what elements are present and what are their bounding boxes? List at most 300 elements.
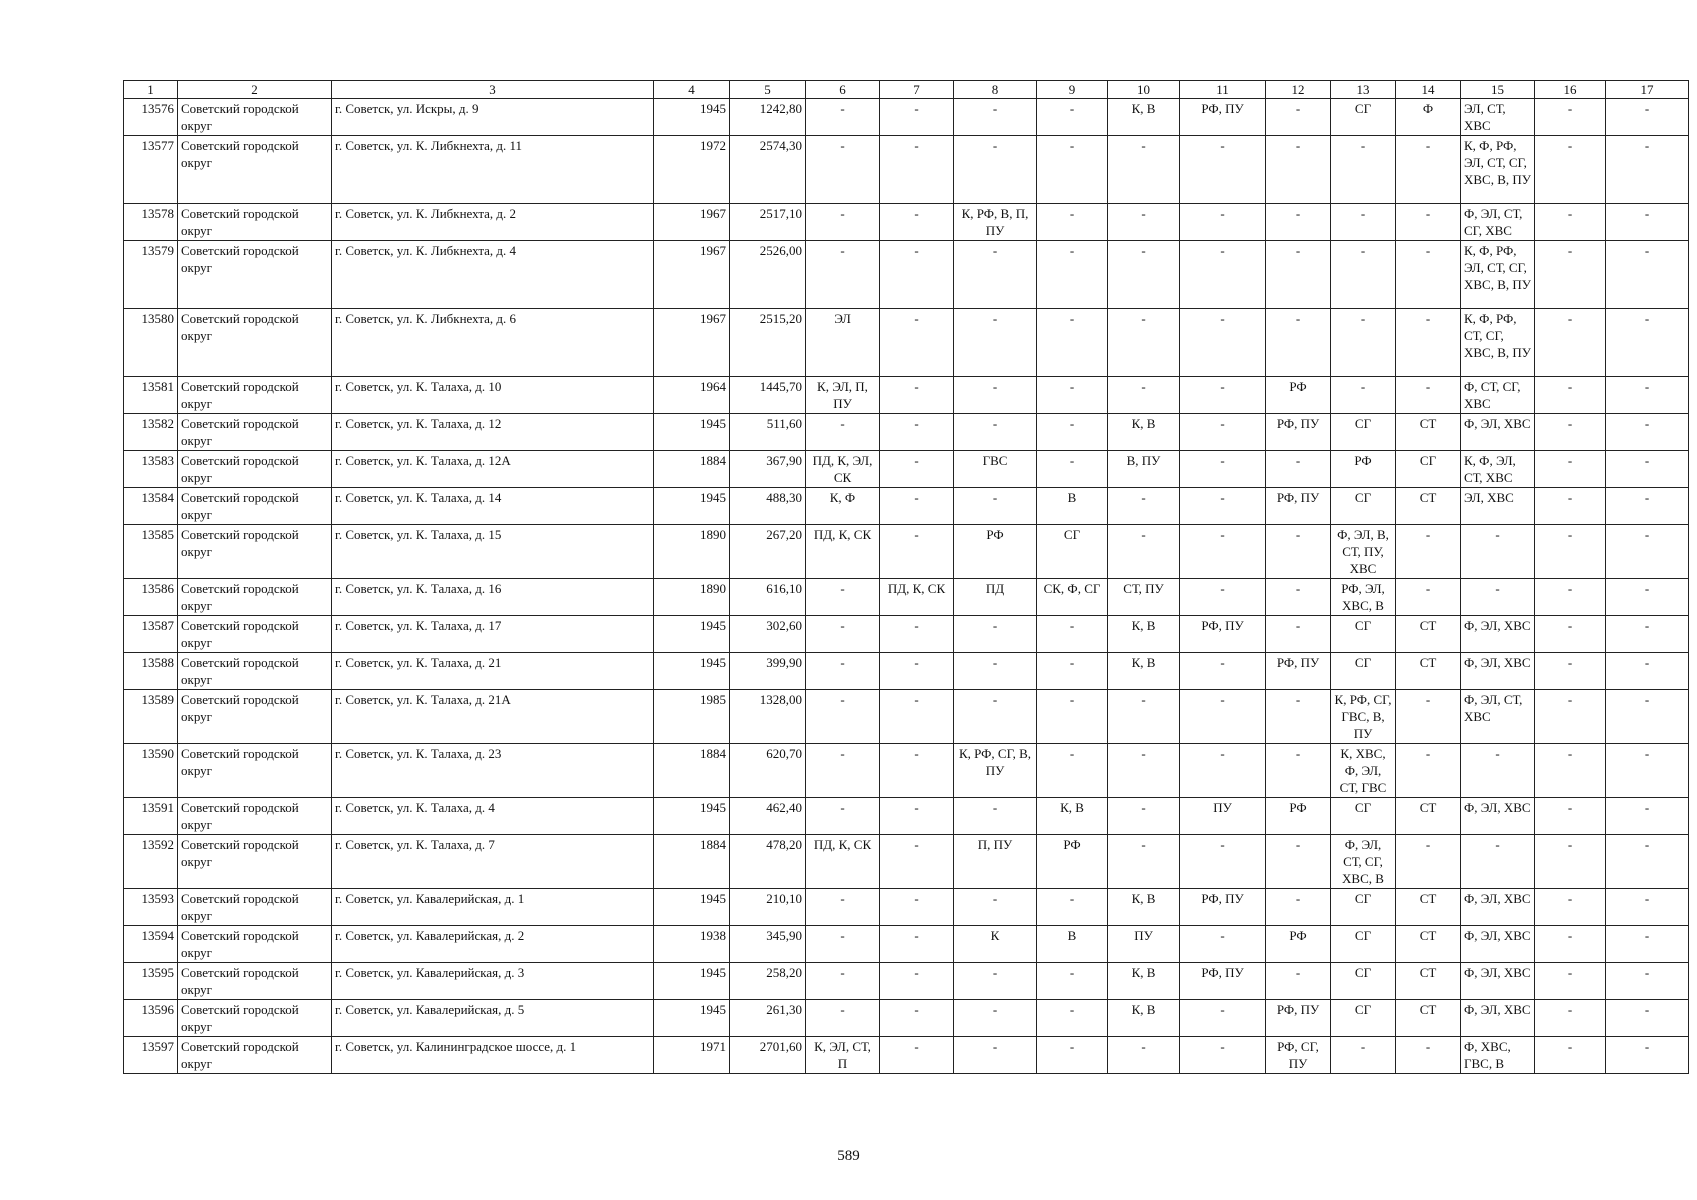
table-cell-col-4: 1967 [654,309,730,377]
table-cell-col-3: г. Советск, ул. К. Талаха, д. 12А [332,451,654,488]
table-cell-col-10: - [1108,377,1180,414]
table-cell-col-15: Ф, ЭЛ, ХВС [1461,653,1535,690]
table-cell-col-2: Советский городской округ [178,616,332,653]
table-cell-col-6: - [806,926,880,963]
table-cell-col-16: - [1535,525,1606,579]
table-cell-col-4: 1945 [654,1000,730,1037]
table-cell-col-8: - [954,616,1037,653]
table-cell-col-5: 1445,70 [730,377,806,414]
table-cell-col-12: - [1266,835,1331,889]
table-cell-col-15: Ф, ЭЛ, ХВС [1461,616,1535,653]
table-row [124,525,1689,579]
table-cell-col-4: 1964 [654,377,730,414]
table-cell-col-2: Советский городской округ [178,309,332,377]
table-cell-col-4: 1945 [654,414,730,451]
table-cell-col-7: - [880,889,954,926]
table-cell-col-7: - [880,653,954,690]
table-cell-col-7: ПД, К, СК [880,579,954,616]
table-cell-col-2: Советский городской округ [178,241,332,309]
table-cell-col-11: - [1180,744,1266,798]
table-cell-col-17: - [1606,963,1689,1000]
table-cell-col-11: - [1180,926,1266,963]
table-cell-col-1: 13582 [124,414,178,451]
table-cell-col-7: - [880,798,954,835]
table-cell-col-5: 620,70 [730,744,806,798]
table-cell-col-12: - [1266,204,1331,241]
table-cell-col-14: - [1396,690,1461,744]
table-cell-col-12: - [1266,889,1331,926]
table-cell-col-4: 1884 [654,744,730,798]
table-cell-col-11: - [1180,136,1266,204]
table-row [124,488,1689,525]
table-cell-col-9: - [1037,1000,1108,1037]
table-cell-col-12: РФ, ПУ [1266,414,1331,451]
table-cell-col-6: К, ЭЛ, СТ, П [806,1037,880,1074]
table-cell-col-13: К, РФ, СГ, ГВС, В, ПУ [1331,690,1396,744]
table-cell-col-10: - [1108,241,1180,309]
table-row [124,616,1689,653]
table-cell-col-13: СГ [1331,488,1396,525]
table-cell-col-13: - [1331,241,1396,309]
table-cell-col-9: - [1037,1037,1108,1074]
table-cell-col-16: - [1535,798,1606,835]
table-cell-col-5: 478,20 [730,835,806,889]
table-cell-col-9: РФ [1037,835,1108,889]
table-cell-col-17: - [1606,241,1689,309]
table-cell-col-5: 302,60 [730,616,806,653]
table-cell-col-3: г. Советск, ул. К. Либкнехта, д. 6 [332,309,654,377]
table-cell-col-3: г. Советск, ул. К. Либкнехта, д. 11 [332,136,654,204]
table-cell-col-15: К, Ф, ЭЛ, СТ, ХВС [1461,451,1535,488]
table-cell-col-15: Ф, ЭЛ, СТ, СГ, ХВС [1461,204,1535,241]
table-row [124,309,1689,377]
table-cell-col-1: 13584 [124,488,178,525]
table-cell-col-14: СТ [1396,414,1461,451]
table-cell-col-14: - [1396,204,1461,241]
table-cell-col-17: - [1606,488,1689,525]
table-cell-col-1: 13597 [124,1037,178,1074]
table-cell-col-3: г. Советск, ул. К. Либкнехта, д. 4 [332,241,654,309]
table-cell-col-10: - [1108,835,1180,889]
table-cell-col-10: К, В [1108,653,1180,690]
table-cell-col-16: - [1535,744,1606,798]
table-cell-col-11: - [1180,525,1266,579]
table-cell-col-6: - [806,99,880,136]
table-cell-col-9: - [1037,963,1108,1000]
table-cell-col-11: - [1180,653,1266,690]
table-cell-col-1: 13581 [124,377,178,414]
table-cell-col-8: - [954,488,1037,525]
table-cell-col-16: - [1535,579,1606,616]
table-cell-col-5: 511,60 [730,414,806,451]
table-row [124,690,1689,744]
table-cell-col-4: 1945 [654,653,730,690]
table-cell-col-15: Ф, СТ, СГ, ХВС [1461,377,1535,414]
table-cell-col-14: Ф [1396,99,1461,136]
table-cell-col-8: - [954,241,1037,309]
table-cell-col-8: - [954,690,1037,744]
table-cell-col-6: - [806,744,880,798]
header-cell: 17 [1606,81,1689,99]
table-cell-col-4: 1972 [654,136,730,204]
table-cell-col-17: - [1606,926,1689,963]
table-cell-col-14: СТ [1396,798,1461,835]
table-cell-col-10: К, В [1108,1000,1180,1037]
table-cell-col-6: - [806,241,880,309]
table-cell-col-2: Советский городской округ [178,926,332,963]
table-cell-col-15: К, Ф, РФ, ЭЛ, СТ, СГ, ХВС, В, ПУ [1461,136,1535,204]
table-cell-col-17: - [1606,309,1689,377]
table-cell-col-17: - [1606,377,1689,414]
table-cell-col-17: - [1606,889,1689,926]
table-cell-col-11: - [1180,1037,1266,1074]
table-cell-col-2: Советский городской округ [178,690,332,744]
table-row [124,414,1689,451]
table-cell-col-8: - [954,414,1037,451]
table-cell-col-9: - [1037,616,1108,653]
table-cell-col-8: - [954,136,1037,204]
header-cell: 3 [332,81,654,99]
table-cell-col-7: - [880,241,954,309]
header-cell: 2 [178,81,332,99]
table-cell-col-16: - [1535,926,1606,963]
table-cell-col-7: - [880,1037,954,1074]
table-row [124,377,1689,414]
table-cell-col-9: - [1037,744,1108,798]
table-cell-col-2: Советский городской округ [178,136,332,204]
table-cell-col-13: СГ [1331,99,1396,136]
table-cell-col-13: СГ [1331,653,1396,690]
table-cell-col-11: - [1180,377,1266,414]
header-cell: 12 [1266,81,1331,99]
table-cell-col-16: - [1535,377,1606,414]
table-cell-col-4: 1890 [654,525,730,579]
table-cell-col-3: г. Советск, ул. Калининградское шоссе, д. 1 [332,1037,654,1074]
table-cell-col-14: - [1396,579,1461,616]
table-cell-col-12: РФ, ПУ [1266,1000,1331,1037]
table-cell-col-5: 2701,60 [730,1037,806,1074]
table-cell-col-10: - [1108,1037,1180,1074]
table-cell-col-6: - [806,690,880,744]
table-row [124,99,1689,136]
table-cell-col-8: К, РФ, В, П, ПУ [954,204,1037,241]
table-cell-col-15: - [1461,744,1535,798]
table-cell-col-16: - [1535,835,1606,889]
table-cell-col-14: - [1396,377,1461,414]
table-row [124,798,1689,835]
table-cell-col-17: - [1606,579,1689,616]
table-cell-col-8: - [954,653,1037,690]
table-cell-col-14: СГ [1396,451,1461,488]
table-cell-col-10: - [1108,744,1180,798]
table-cell-col-15: Ф, ЭЛ, ХВС [1461,963,1535,1000]
table-cell-col-4: 1884 [654,835,730,889]
table-cell-col-12: - [1266,579,1331,616]
header-cell: 14 [1396,81,1461,99]
table-cell-col-17: - [1606,835,1689,889]
page-number: 589 [837,1148,860,1164]
table-cell-col-6: - [806,653,880,690]
header-cell: 5 [730,81,806,99]
table-cell-col-15: Ф, ХВС, ГВС, В [1461,1037,1535,1074]
header-cell: 4 [654,81,730,99]
table-cell-col-1: 13588 [124,653,178,690]
table-cell-col-14: СТ [1396,653,1461,690]
table-cell-col-7: - [880,1000,954,1037]
table-cell-col-2: Советский городской округ [178,414,332,451]
table-cell-col-8: К [954,926,1037,963]
table-cell-col-2: Советский городской округ [178,579,332,616]
table-row [124,926,1689,963]
table-cell-col-16: - [1535,616,1606,653]
table-cell-col-6: - [806,889,880,926]
table-cell-col-1: 13590 [124,744,178,798]
table-cell-col-8: - [954,99,1037,136]
table-cell-col-5: 616,10 [730,579,806,616]
table-cell-col-11: - [1180,451,1266,488]
table-cell-col-16: - [1535,414,1606,451]
table-cell-col-1: 13591 [124,798,178,835]
table-cell-col-14: - [1396,525,1461,579]
table-cell-col-12: - [1266,744,1331,798]
table-cell-col-8: ГВС [954,451,1037,488]
table-cell-col-8: - [954,798,1037,835]
table-cell-col-5: 2574,30 [730,136,806,204]
table-cell-col-8: РФ [954,525,1037,579]
table-cell-col-16: - [1535,241,1606,309]
table-cell-col-10: - [1108,488,1180,525]
table-cell-col-7: - [880,926,954,963]
table-cell-col-1: 13596 [124,1000,178,1037]
table-cell-col-6: - [806,136,880,204]
table-cell-col-3: г. Советск, ул. К. Талаха, д. 12 [332,414,654,451]
table-row [124,744,1689,798]
table-cell-col-11: - [1180,1000,1266,1037]
table-cell-col-14: - [1396,1037,1461,1074]
table-cell-col-3: г. Советск, ул. Кавалерийская, д. 5 [332,1000,654,1037]
table-cell-col-7: - [880,99,954,136]
table-cell-col-16: - [1535,136,1606,204]
header-cell: 7 [880,81,954,99]
table-cell-col-5: 261,30 [730,1000,806,1037]
table-cell-col-1: 13576 [124,99,178,136]
table-cell-col-9: СК, Ф, СГ [1037,579,1108,616]
table-row [124,1000,1689,1037]
table-cell-col-9: - [1037,377,1108,414]
table-cell-col-17: - [1606,744,1689,798]
table-cell-col-2: Советский городской округ [178,798,332,835]
table-cell-col-16: - [1535,309,1606,377]
table-row [124,963,1689,1000]
table-cell-col-4: 1967 [654,241,730,309]
table-cell-col-15: Ф, ЭЛ, ХВС [1461,926,1535,963]
table-cell-col-6: - [806,963,880,1000]
table-cell-col-9: - [1037,451,1108,488]
table-row [124,451,1689,488]
table-cell-col-16: - [1535,99,1606,136]
table-cell-col-3: г. Советск, ул. Кавалерийская, д. 1 [332,889,654,926]
table-cell-col-2: Советский городской округ [178,1037,332,1074]
table-cell-col-1: 13578 [124,204,178,241]
table-cell-col-12: РФ, ПУ [1266,653,1331,690]
table-cell-col-7: - [880,690,954,744]
table-cell-col-3: г. Советск, ул. К. Либкнехта, д. 2 [332,204,654,241]
table-cell-col-5: 258,20 [730,963,806,1000]
table-cell-col-15: К, Ф, РФ, ЭЛ, СТ, СГ, ХВС, В, ПУ [1461,241,1535,309]
table-cell-col-13: СГ [1331,616,1396,653]
table-cell-col-5: 210,10 [730,889,806,926]
table-cell-col-9: В [1037,488,1108,525]
table-cell-col-3: г. Советск, ул. К. Талаха, д. 15 [332,525,654,579]
table-cell-col-5: 399,90 [730,653,806,690]
table-cell-col-14: СТ [1396,926,1461,963]
table-cell-col-9: - [1037,690,1108,744]
table-cell-col-14: - [1396,744,1461,798]
table-cell-col-9: - [1037,136,1108,204]
table-cell-col-11: - [1180,690,1266,744]
table-cell-col-12: РФ [1266,377,1331,414]
header-cell: 11 [1180,81,1266,99]
table-cell-col-12: - [1266,616,1331,653]
table-cell-col-15: Ф, ЭЛ, ХВС [1461,1000,1535,1037]
table-cell-col-4: 1884 [654,451,730,488]
table-cell-col-13: РФ [1331,451,1396,488]
table-cell-col-9: - [1037,653,1108,690]
table-cell-col-13: - [1331,1037,1396,1074]
table-cell-col-3: г. Советск, ул. К. Талаха, д. 7 [332,835,654,889]
table-cell-col-2: Советский городской округ [178,653,332,690]
header-row [124,81,1689,99]
table-row [124,835,1689,889]
table-cell-col-7: - [880,488,954,525]
table-cell-col-11: - [1180,204,1266,241]
table-cell-col-12: - [1266,451,1331,488]
table-cell-col-4: 1967 [654,204,730,241]
table-cell-col-15: ЭЛ, ХВС [1461,488,1535,525]
table-cell-col-4: 1945 [654,889,730,926]
table-cell-col-10: ПУ [1108,926,1180,963]
table-cell-col-1: 13583 [124,451,178,488]
table-cell-col-1: 13585 [124,525,178,579]
table-cell-col-1: 13577 [124,136,178,204]
table-cell-col-1: 13594 [124,926,178,963]
table-cell-col-5: 2515,20 [730,309,806,377]
table-cell-col-13: Ф, ЭЛ, СТ, СГ, ХВС, В [1331,835,1396,889]
table-cell-col-2: Советский городской округ [178,525,332,579]
table-cell-col-16: - [1535,451,1606,488]
table-cell-col-8: - [954,1037,1037,1074]
table-cell-col-8: ПД [954,579,1037,616]
table-cell-col-1: 13580 [124,309,178,377]
table-cell-col-6: - [806,579,880,616]
table-cell-col-15: - [1461,579,1535,616]
table-cell-col-12: РФ, ПУ [1266,488,1331,525]
header-cell: 10 [1108,81,1180,99]
table-cell-col-4: 1945 [654,616,730,653]
table-cell-col-1: 13595 [124,963,178,1000]
table-cell-col-7: - [880,616,954,653]
table-cell-col-11: РФ, ПУ [1180,889,1266,926]
table-cell-col-2: Советский городской округ [178,889,332,926]
table-cell-col-8: К, РФ, СГ, В, ПУ [954,744,1037,798]
table-cell-col-5: 1328,00 [730,690,806,744]
table-cell-col-10: К, В [1108,963,1180,1000]
table-cell-col-15: Ф, ЭЛ, ХВС [1461,798,1535,835]
table-cell-col-11: РФ, ПУ [1180,963,1266,1000]
table-cell-col-2: Советский городской округ [178,204,332,241]
table-row [124,1037,1689,1074]
table-cell-col-2: Советский городской округ [178,1000,332,1037]
table-row [124,579,1689,616]
table-cell-col-13: Ф, ЭЛ, В, СТ, ПУ, ХВС [1331,525,1396,579]
table-cell-col-10: К, В [1108,99,1180,136]
table-cell-col-12: - [1266,309,1331,377]
table-cell-col-12: - [1266,525,1331,579]
table-cell-col-8: - [954,889,1037,926]
table-cell-col-8: - [954,309,1037,377]
table-body [124,99,1689,1074]
table-cell-col-3: г. Советск, ул. К. Талаха, д. 10 [332,377,654,414]
table-cell-col-9: - [1037,204,1108,241]
table-cell-col-13: РФ, ЭЛ, ХВС, В [1331,579,1396,616]
table-cell-col-3: г. Советск, ул. К. Талаха, д. 21 [332,653,654,690]
table-cell-col-6: К, Ф [806,488,880,525]
header-cell: 8 [954,81,1037,99]
table-cell-col-14: СТ [1396,616,1461,653]
table-cell-col-4: 1971 [654,1037,730,1074]
table-cell-col-17: - [1606,451,1689,488]
table-cell-col-17: - [1606,525,1689,579]
table-cell-col-13: - [1331,204,1396,241]
table-cell-col-8: - [954,377,1037,414]
table-cell-col-5: 345,90 [730,926,806,963]
table-header [124,81,1689,99]
table-cell-col-6: ПД, К, СК [806,835,880,889]
table-cell-col-11: РФ, ПУ [1180,616,1266,653]
header-cell: 9 [1037,81,1108,99]
table-cell-col-3: г. Советск, ул. К. Талаха, д. 23 [332,744,654,798]
table-cell-col-13: СГ [1331,926,1396,963]
table-cell-col-15: К, Ф, РФ, СТ, СГ, ХВС, В, ПУ [1461,309,1535,377]
table-cell-col-14: СТ [1396,889,1461,926]
table-cell-col-15: - [1461,525,1535,579]
table-cell-col-5: 367,90 [730,451,806,488]
table-cell-col-1: 13593 [124,889,178,926]
table-cell-col-13: СГ [1331,963,1396,1000]
table-cell-col-10: - [1108,525,1180,579]
table-cell-col-7: - [880,451,954,488]
table-cell-col-15: Ф, ЭЛ, СТ, ХВС [1461,690,1535,744]
table-cell-col-16: - [1535,963,1606,1000]
table-cell-col-10: СТ, ПУ [1108,579,1180,616]
table-cell-col-7: - [880,309,954,377]
table-cell-col-7: - [880,204,954,241]
table-cell-col-3: г. Советск, ул. К. Талаха, д. 4 [332,798,654,835]
table-cell-col-3: г. Советск, ул. К. Талаха, д. 14 [332,488,654,525]
table-cell-col-2: Советский городской округ [178,744,332,798]
table-cell-col-17: - [1606,1000,1689,1037]
table-cell-col-11: - [1180,309,1266,377]
table-cell-col-6: - [806,1000,880,1037]
table-cell-col-16: - [1535,653,1606,690]
header-cell: 6 [806,81,880,99]
table-cell-col-14: СТ [1396,1000,1461,1037]
header-cell: 13 [1331,81,1396,99]
table-cell-col-1: 13589 [124,690,178,744]
table-cell-col-7: - [880,835,954,889]
table-cell-col-2: Советский городской округ [178,963,332,1000]
table-row [124,889,1689,926]
